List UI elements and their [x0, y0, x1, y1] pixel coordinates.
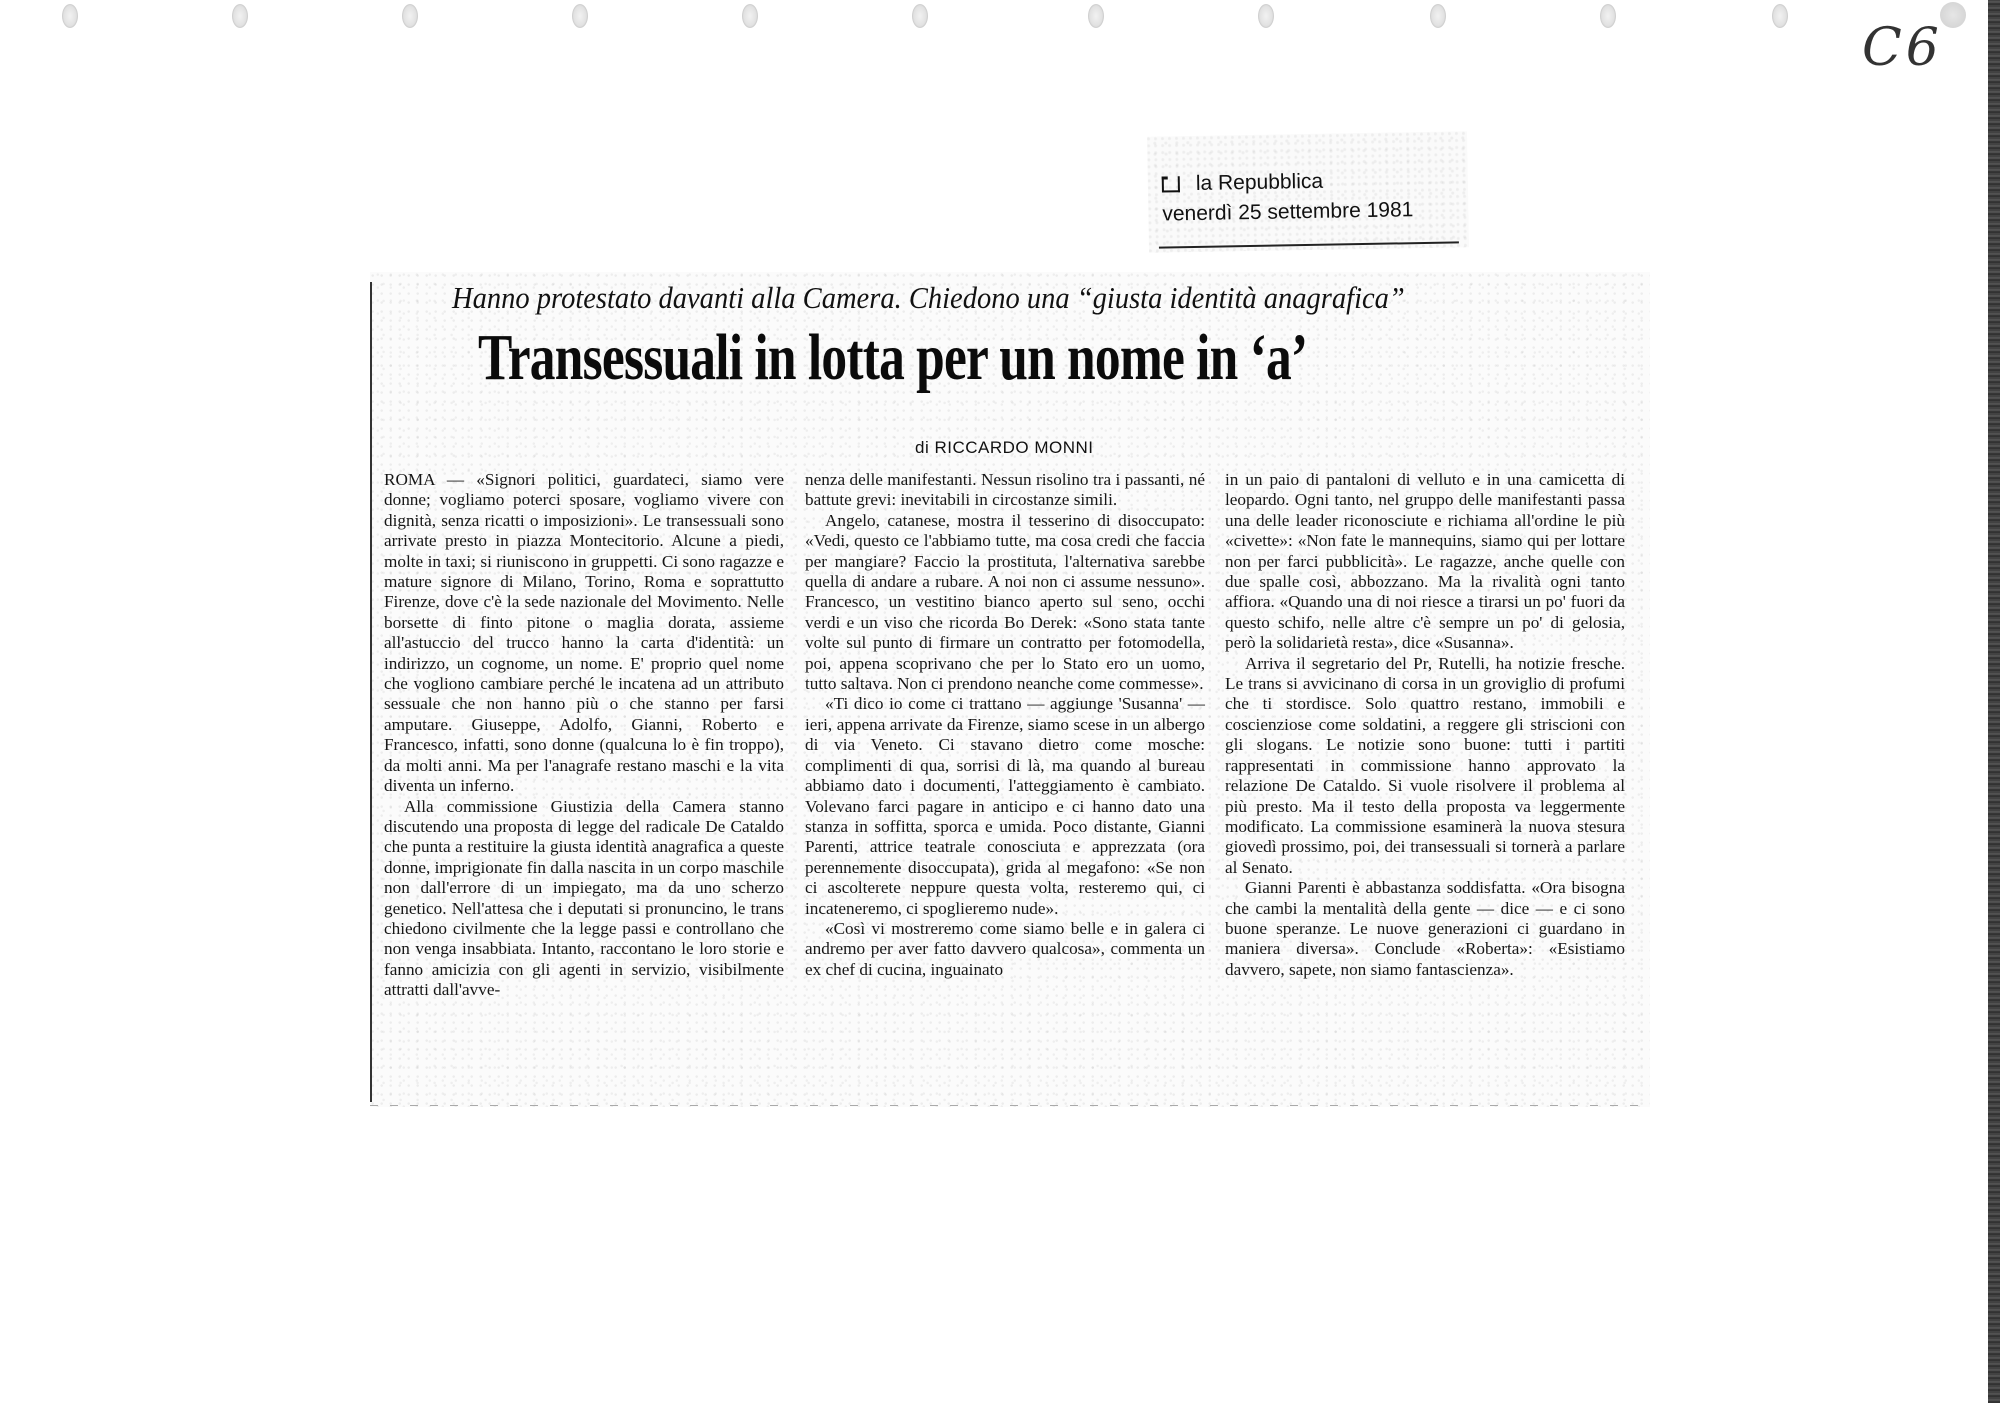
- paragraph: «Così vi mostreremo come siamo belle e in galera ci andremo per aver fatto davvero qualcosa», commenta un ex chef di cucina, inguainato: [805, 918, 1205, 979]
- paragraph: in un paio di pantaloni di velluto e in una camicetta di leopardo. Ogni tanto, nel gruppo delle manifestanti passa una delle leader riconosciute e richiama all'ordine le più «civette»: «Non fate le mannequins, siamo qui per lottare non per farci pubblicità». Le ragazze, anche quelle con due spalle così, abbozzano. Ma la rivalità ogni tanto affiora. «Quando una di noi riesce a tirarsi un po' fuori da questo schifo, nelle altre c'è sempre un po' di gelosia, però la solidarietà resta», dice «Susanna».: [1225, 470, 1625, 653]
- paragraph: Arriva il segretario del Pr, Rutelli, ha notizie fresche. Le trans si avvicinano di corsa in un groviglio di profumi che ti stordisce. Solo quattro restano, immobili e coscienziose come soldatini, a reggere gli striscioni con gli slogans. Le notizie sono buone: tutti i partiti rappresentati in commissione hanno approvato la relazione De Cataldo. Si vuole risolvere il problema al più presto. Ma il testo della proposta va leggermente modificato. La commissione esaminerà la nuova stesura giovedì prossimo, poi, dei transessuali si tornerà a parlare al Senato.: [1225, 653, 1625, 877]
- publication-date: venerdì 25 settembre 1981: [1162, 198, 1414, 226]
- punch-hole: [912, 4, 928, 28]
- punch-hole: [1430, 4, 1446, 28]
- article-clipping: [370, 272, 1650, 1107]
- newspaper-name: la Repubblica: [1195, 169, 1324, 195]
- clipping-bottom-edge: [370, 1105, 1650, 1106]
- punch-hole: [1940, 2, 1966, 28]
- paragraph: Alla commissione Giustizia della Camera stanno discutendo una proposta di legge del radicale De Cataldo che punta a restituire la giusta identità anagrafica a queste donne, imprigionate fin dalla nascita in un corpo maschile non dall'errore di un impiegato, ma da uno scherzo genetico. Nell'attesa che i deputati si pronuncino, le trans chiedono civilmente che la legge passi e controllano che non venga insabbiata. Intanto, raccontano le loro storie e fanno amicizia con gli agenti in servizio, visibilmente attratti dall'avve-: [384, 796, 784, 1000]
- masthead-rule: [1159, 241, 1459, 248]
- folio-mark: C6: [1862, 18, 1943, 78]
- punch-hole: [402, 4, 418, 28]
- punch-hole: [572, 4, 588, 28]
- punch-hole: [1258, 4, 1274, 28]
- repubblica-logo-icon: [1162, 176, 1180, 192]
- article-column-3: [1225, 470, 1625, 980]
- paragraph: «Ti dico io come ci trattano — aggiunge 'Susanna' — ieri, appena arrivate da Firenze, siamo scese in un albergo di via Veneto. Ci stavano dietro come mosche: complimenti di qua, sorrisi di là, ma quando al bureau abbiamo dato i documenti, l'atteggiamento è cambiato. Volevano farci pagare in anticipo e ci hanno dato una stanza in soffitta, sporca e umida. Poco distante, Gianni Parenti, attrice teatrale conosciuta e apprezzata (ora perennemente disoccupata), grida al megafono: «Se non ci ascolterete neppure questa volta, resteremo qui, ci incateneremo, ci spoglieremo nude».: [805, 694, 1205, 918]
- article-byline: di RICCARDO MONNI: [915, 438, 1094, 457]
- article-headline: Transessuali in lotta per un nome in ‘a’: [478, 321, 1308, 394]
- punch-hole: [742, 4, 758, 28]
- paragraph: nenza delle manifestanti. Nessun risolino tra i passanti, né battute grevi: inevitabili in circostanze simili.: [805, 470, 1205, 510]
- column-rule: [370, 282, 372, 1102]
- paragraph: Angelo, catanese, mostra il tesserino di disoccupato: «Vedi, questo ce l'abbiamo tutte, ma cosa credi che faccia per mangiare? Faccio la prostituta, l'alternativa sarebbe quella di andare a rubare. A noi non ci assume nessuno». Francesco, un vestitino bianco aperto sul seno, occhi verdi e un viso che ricorda Bo Derek: «Sono stata tante volte sul punto di firmare un contratto per fotomodella, poi, appena scoprivano che per lo Stato ero un uomo, tutto saltava. Non ci prendono neanche come commesse».: [805, 510, 1205, 694]
- article-column-2: [805, 470, 1205, 980]
- article-column-1: [384, 470, 784, 1001]
- punch-hole: [62, 4, 78, 28]
- scan-edge: [1988, 0, 2000, 1403]
- paragraph: Gianni Parenti è abbastanza soddisfatta. «Ora bisogna che cambi la mentalità della gente — dice — e ci sono buone speranze. Le nuove generazioni ci guardano in maniera diversa». Conclude «Roberta»: «Esistiamo davvero, sapete, non siamo fantascienza».: [1225, 878, 1625, 979]
- punch-hole: [1772, 4, 1788, 28]
- punch-hole: [1600, 4, 1616, 28]
- masthead-title-row: [1162, 170, 1324, 197]
- article-kicker: Hanno protestato davanti alla Camera. Chiedono una “giusta identità anagrafica”: [452, 280, 1405, 315]
- punch-hole: [1088, 4, 1104, 28]
- punch-hole: [232, 4, 248, 28]
- masthead-clipping: [1147, 131, 1469, 253]
- paragraph: ROMA — «Signori politici, guardateci, siamo vere donne; vogliamo poterci sposare, vogliamo vivere con dignità, senza ricatti o imposizioni». Le transessuali sono arrivate presto in piazza Montecitorio. Alcune a piedi, molte in taxi; si riuniscono in gruppetti. Ci sono ragazze e mature signore di Milano, Torino, Roma e soprattutto Firenze, dove c'è la sede nazionale del Movimento. Nelle borsette di finto pitone o maglia dorata, assieme all'astuccio del trucco hanno la carta d'identità: un indirizzo, un cognome, un nome. E' proprio quel nome che vogliono cambiare perché le incatena ad un attributo sessuale che non hanno più o che stanno per farsi amputare. Giuseppe, Adolfo, Gianni, Roberto e Francesco, infatti, sono donne (qualcuna lo è fin troppo), da molti anni. Ma per l'anagrafe restano maschi e la vita diventa un inferno.: [384, 470, 784, 796]
